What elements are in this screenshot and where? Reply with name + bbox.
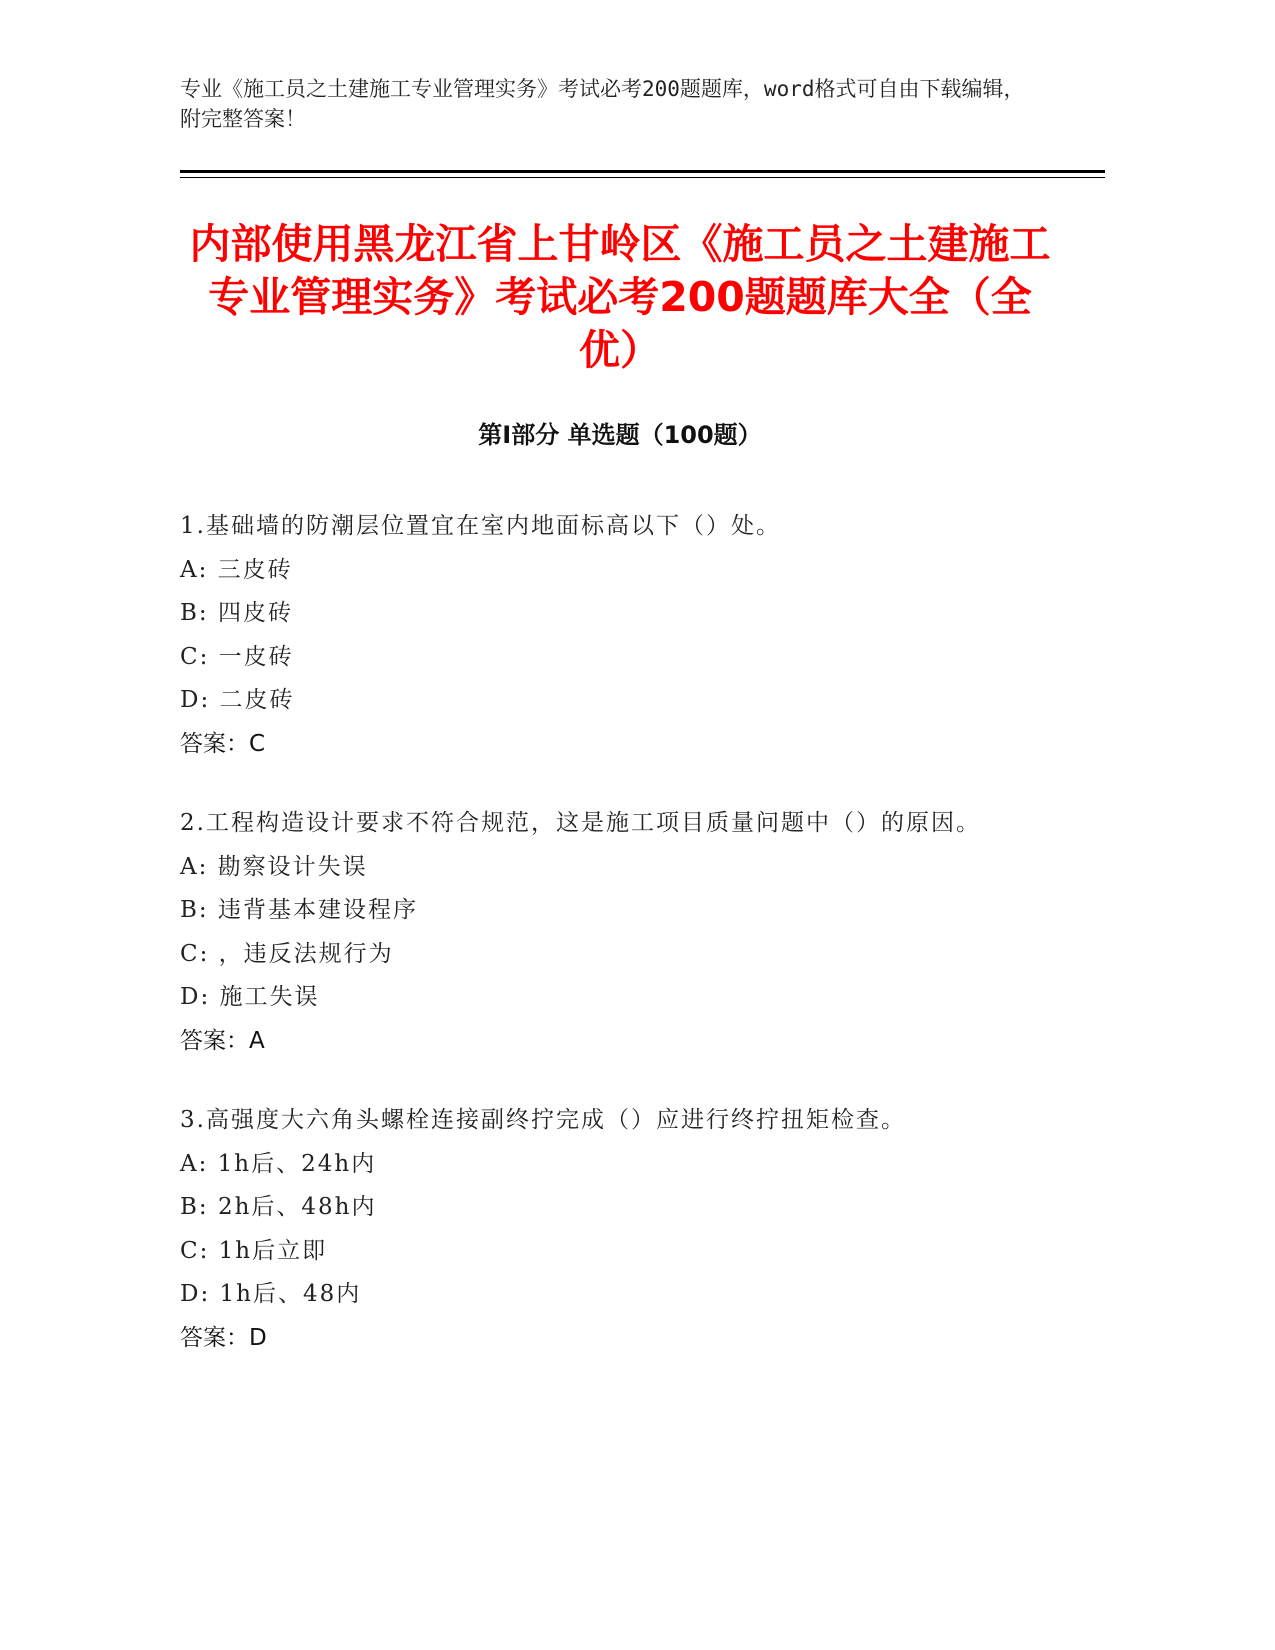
option-d: D: 施工失误 bbox=[180, 984, 320, 1010]
question-list bbox=[180, 505, 1040, 1396]
answer-line: 答案：A bbox=[180, 1027, 265, 1054]
option-d: D: 1h后、48内 bbox=[180, 1281, 362, 1307]
option-a: A: 三皮砖 bbox=[180, 556, 293, 583]
question-item bbox=[180, 1099, 1040, 1360]
question-item bbox=[180, 505, 1040, 766]
answer-line: 答案：C bbox=[180, 730, 266, 757]
answer-line: 答案：D bbox=[180, 1324, 267, 1351]
option-c: C: 一皮砖 bbox=[180, 643, 294, 670]
document-title: 内部使用黑龙江省上甘岭区《施工员之土建施工专业管理实务》考试必考200题题库大全（全优） bbox=[189, 220, 1051, 374]
option-b: B: 四皮砖 bbox=[180, 600, 293, 626]
question-item bbox=[180, 802, 1040, 1063]
option-b: B: 2h后、48h内 bbox=[180, 1194, 377, 1220]
option-c: C: 1h后立即 bbox=[180, 1237, 328, 1264]
option-c: C: ，违反法规行为 bbox=[180, 940, 394, 967]
option-a: A: 勘察设计失误 bbox=[180, 853, 368, 880]
question-stem: 3.高强度大六角头螺栓连接副终拧完成（）应进行终拧扭矩检查。 bbox=[180, 1107, 906, 1133]
option-b: B: 违背基本建设程序 bbox=[180, 897, 418, 923]
question-stem: 1.基础墙的防潮层位置宜在室内地面标高以下（）处。 bbox=[180, 513, 781, 539]
option-a: A: 1h后、24h内 bbox=[180, 1150, 377, 1177]
question-stem: 2.工程构造设计要求不符合规范，这是施工项目质量问题中（）的原因。 bbox=[180, 810, 981, 836]
header-note: 专业《施工员之土建施工专业管理实务》考试必考200题题库，word格式可自由下载编辑，附完整答案！ bbox=[180, 77, 1025, 131]
option-d: D: 二皮砖 bbox=[180, 687, 295, 713]
header-divider-thick bbox=[180, 170, 1105, 173]
header-divider-thin bbox=[180, 177, 1105, 178]
section-heading: 第Ⅰ部分 单选题（100题） bbox=[478, 421, 762, 449]
